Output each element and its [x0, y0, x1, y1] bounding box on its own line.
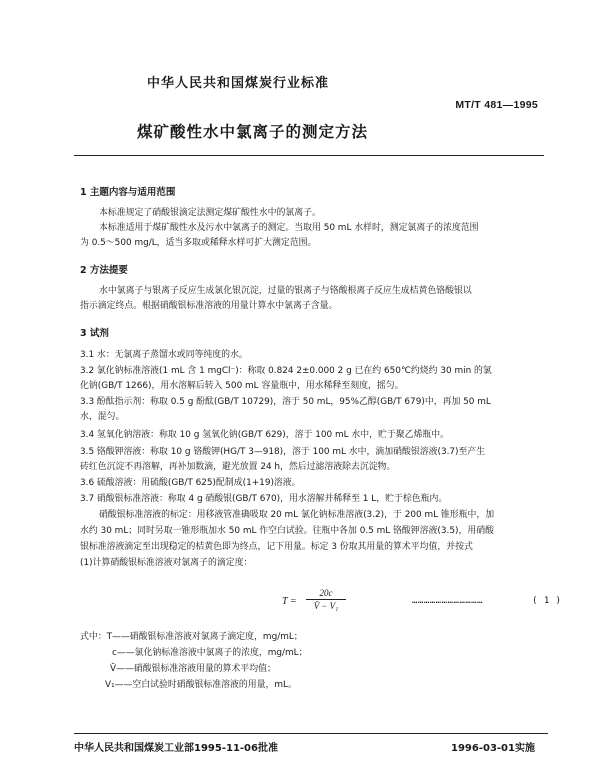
document-title: 煤矿酸性水中氯离子的测定方法 — [137, 123, 369, 141]
formula-equation-number: ( 1 ) — [532, 596, 562, 606]
section-1-heading: 1 主题内容与适用范围 — [80, 187, 176, 198]
formula-fraction — [306, 588, 346, 611]
reagent-item: 3.7 硝酸银标准溶液：称取 4 g 硝酸银(GB/T 670)，用水溶解并稀释至 1 L，贮于棕色瓶内。 — [80, 494, 448, 504]
implementation-date: 1996-03-01实施 — [451, 743, 535, 754]
definition-line: V₁——空白试验时硝酸银标准溶液的用量，mL。 — [105, 680, 297, 690]
calibration-paragraph: 银标准溶液滴定至出现稳定的桔黄色即为终点，记下用量。标定 3 份取其用量的算术平均值，并按式 — [80, 542, 473, 552]
definition-line: V̄——硝酸银标准溶液用量的算术平均值； — [110, 664, 276, 674]
reagent-item: 3.6 硫酸溶液：用硫酸(GB/T 625)配制成(1+19)溶液。 — [80, 478, 301, 488]
reagent-item: 3.3 酚酞指示剂：称取 0.5 g 酚酞(GB/T 10729)，溶于 50 mL，95%乙醇(GB/T 679)中，再加 50 mL — [80, 397, 491, 407]
section-1-paragraph: 本标准规定了硝酸银滴定法测定煤矿酸性水中的氯离子。 — [99, 208, 321, 218]
formula-denominator: V̄ − V₁ — [313, 601, 339, 611]
definition-line: c——氯化钠标准溶液中氯离子的浓度，mg/mL； — [112, 648, 308, 658]
reagent-item: 砖红色沉淀不再溶解，再补加数滴，避光放置 24 h，然后过滤溶液除去沉淀物。 — [80, 462, 396, 472]
reagent-item: 3.4 氢氧化钠溶液：称取 10 g 氢氧化钠(GB/T 629)，溶于 100 mL 水中，贮于聚乙烯瓶中。 — [80, 430, 450, 440]
standard-org-title: 中华人民共和国煤炭行业标准 — [147, 76, 330, 91]
calibration-paragraph: 硝酸银标准溶液的标定：用移液管准确吸取 20 mL 氯化钠标准溶液(3.2)，于 200 mL 锥形瓶中，加 — [99, 510, 495, 520]
header-rule — [74, 155, 544, 156]
section-2-paragraph: 指示滴定终点。根据硝酸银标准溶液的用量计算水中氯离子含量。 — [80, 301, 338, 311]
formula-lhs: T = — [282, 596, 297, 607]
section-2-heading: 2 方法提要 — [80, 265, 128, 276]
section-3-heading: 3 试剂 — [80, 328, 109, 339]
calibration-paragraph: 水约 30 mL；同时另取一锥形瓶加水 50 mL 作空白试验。往瓶中各加 0.5 mL 铬酸钾溶液(3.5)，用硝酸 — [80, 526, 494, 536]
formula-dot-leader: ……………………………… — [412, 596, 484, 606]
standard-number: MT/T 481—1995 — [455, 99, 538, 111]
calibration-paragraph: (1)计算硝酸银标准溶液对氯离子的滴定度： — [80, 558, 253, 568]
section-2-paragraph: 水中氯离子与银离子反应生成氯化银沉淀，过量的银离子与铬酸根离子反应生成桔黄色铬酸银以 — [99, 286, 472, 296]
reagent-item: 化钠(GB/T 1266)，用水溶解后转入 500 mL 容量瓶中，用水稀释至刻度，摇匀。 — [80, 381, 404, 391]
reagent-item: 3.1 水：无氯离子蒸馏水或同等纯度的水。 — [80, 350, 248, 360]
formula-numerator: 20c — [306, 588, 346, 600]
reagent-item: 水，混匀。 — [80, 412, 125, 422]
reagent-item: 3.2 氯化钠标准溶液(1 mL 含 1 mgCl⁻)：称取 0.824 2±0.000 2 g 已在约 650℃约烧约 30 min 的氯 — [80, 366, 492, 376]
footer-rule — [74, 733, 548, 734]
reagent-item: 3.5 铬酸钾溶液：称取 10 g 铬酸钾(HG/T 3—918)，溶于 100 mL 水中，滴加硝酸银溶液(3.7)至产生 — [80, 447, 486, 457]
section-1-paragraph: 本标准适用于煤矿酸性水及污水中氯离子的测定。当取用 50 mL 水样时，测定氯离子的浓度范围 — [99, 223, 479, 233]
approval-line: 中华人民共和国煤炭工业部1995-11-06批准 — [74, 743, 278, 754]
section-1-paragraph: 为 0.5～500 mg/L，适当多取或稀释水样可扩大测定范围。 — [80, 238, 317, 248]
definition-line: 式中：T——硝酸银标准溶液对氯离子滴定度，mg/mL； — [80, 632, 303, 642]
